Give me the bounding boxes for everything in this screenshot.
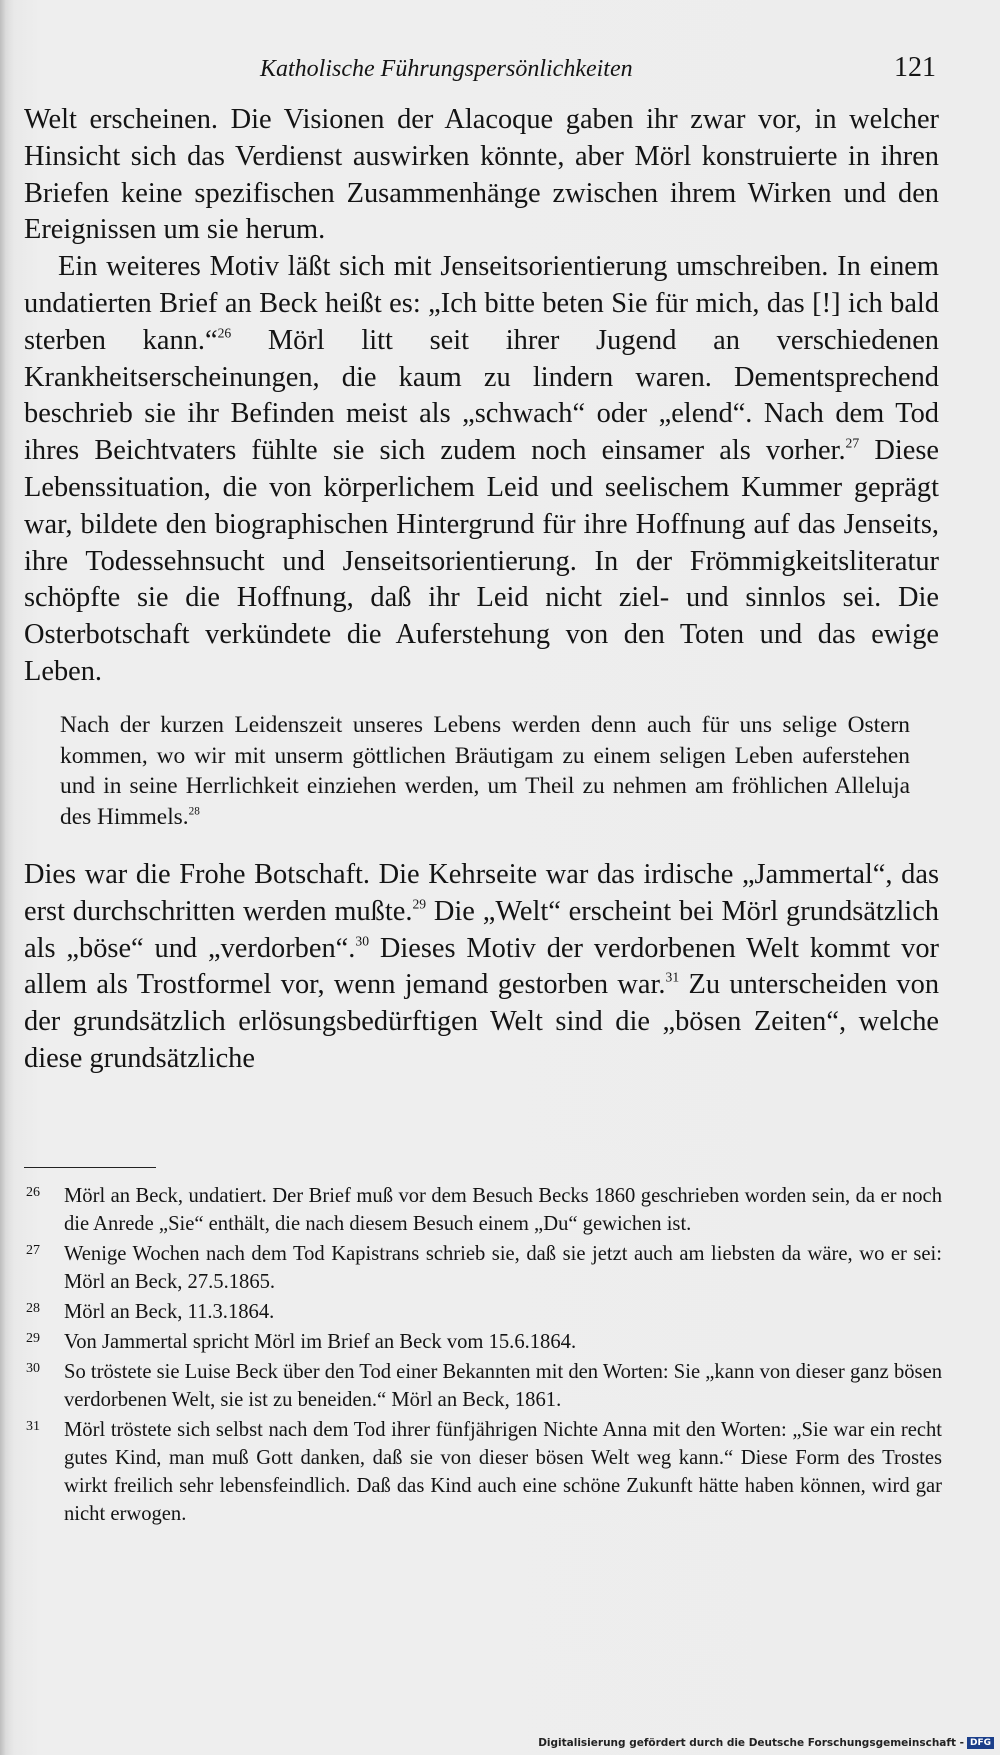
block-quote [60,710,910,832]
footnote-text: Mörl an Beck, undatiert. Der Brief muß vor dem Besuch Becks 1860 geschrieben worden sein, da er noch die Anrede „Sie“ enthält, die nach diesem Besuch einem „Du“ gewichen ist. [64,1185,942,1235]
footnote-ref-30[interactable]: 30 [355,933,369,949]
digitization-credit [538,1737,994,1749]
footnote-text: Wenige Wochen nach dem Tod Kapistrans schrieb sie, daß sie jetzt auch am liebsten da wäre, wo er sei: Mörl an Beck, 27.5.1865. [64,1243,942,1293]
footnote-26 [24,1182,942,1238]
page-header [24,48,944,88]
paragraph-3-part-a: Dies war die Frohe Botschaft. Die Kehrseite war das irdische „Jammertal“, das erst durchschritten werden mußte. [24,859,939,927]
footnote-text: Mörl tröstete sich selbst nach dem Tod ihrer fünfjährigen Nichte Anna mit den Worten: „Sie war ein recht gutes Kind, man muß Gott danken, daß sie von dieser bösen Welt weg kann.“ Diese Form des Trostes wirkt freilich sehr lebensfeindlich. Daß das Kind auch eine schöne Zukunft hätte haben können, wird gar nicht erwogen. [64,1419,942,1525]
footnote-ref-28[interactable]: 28 [188,804,200,817]
dfg-logo-icon: DFG [967,1737,994,1749]
credit-text: Digitalisierung gefördert durch die Deutsche Forschungsgemeinschaft - [538,1737,964,1749]
paragraph-1: Welt erscheinen. Die Visionen der Alacoque gaben ihr zwar vor, in welcher Hinsicht sich das Verdienst auswirken könnte, aber Mörl konstruierte in ihren Briefen keine spezifischen Zusammenhänge zwischen ihrem Wirken und den Ereignissen um sie herum. [24,104,939,246]
running-title: Katholische Führungspersönlichkeiten [260,56,633,82]
main-text [24,102,939,691]
footnote-29 [24,1328,942,1356]
footnote-31 [24,1416,942,1528]
footnote-text: Mörl an Beck, 11.3.1864. [64,1301,275,1323]
block-quote-text: Nach der kurzen Leidenszeit unseres Lebens werden denn auch für uns selige Ostern kommen, wo wir mit unserm göttlichen Bräutigam zu einem seligen Leben auferstehen und in seine Herrlichkeit einziehen werden, um Theil zu nehmen am fröhlichen Alleluja des Himmels. [60,712,910,830]
paragraph-3-part-b: Die „Welt“ erscheint bei Mörl grundsätzlich als „böse“ und „verdorben“. [24,895,939,964]
footnote-number: 31 [26,1419,40,1434]
footnote-ref-26[interactable]: 26 [217,325,232,341]
footnote-ref-27[interactable]: 27 [845,435,860,451]
paragraph-2-part-b: Mörl litt seit ihrer Jugend an verschiedenen Krankheitserscheinungen, die kaum zu lindern waren. Dementsprechend beschrieb sie ihr Befinden meist als „schwach“ oder „elend“. Nach dem Tod ihres Beichtvaters fühlte sie sich zudem noch einsamer als vorher. [24,324,940,467]
footnote-number: 26 [26,1185,40,1200]
footnote-number: 30 [26,1361,40,1376]
footnote-number: 27 [26,1243,40,1258]
footnote-ref-29[interactable]: 29 [412,896,427,912]
footnote-ref-31[interactable]: 31 [665,969,680,985]
paragraph-3-part-d: Zu unterscheiden von der grundsätzlich erlösungsbedürftigen Welt sind die „bösen Zeiten“, welche diese grundsätzliche [24,969,940,1074]
footnote-text: Von Jammertal spricht Mörl im Brief an Beck vom 15.6.1864. [64,1331,577,1353]
footnote-number: 28 [26,1301,40,1316]
footnote-28 [24,1298,942,1326]
footnote-number: 29 [26,1331,40,1346]
footnote-30 [24,1358,942,1414]
paragraph-3-part-c: Dieses Motiv der verdorbenen Welt kommt vor allem als Trostformel vor, wenn jemand gestorben war. [24,932,940,1001]
paragraph-2 [24,249,939,691]
footnote-27 [24,1240,942,1296]
footnotes [24,1182,942,1530]
paragraph-2-part-a: Ein weiteres Motiv läßt sich mit Jenseitsorientierung umschreiben. In einem undatierten Brief an Beck heißt es: „Ich bitte beten Sie für mich, das [!] ich bald sterben kann.“ [24,251,939,356]
footnote-text: So tröstete sie Luise Beck über den Tod einer Bekannten mit den Worten: Sie „kann von dieser ganz bösen verdorbenen Welt, sie ist zu beneiden.“ Mörl an Beck, 1861. [64,1361,943,1411]
paragraph-2-part-c: Diese Lebenssituation, die von körperlichem Leid und seelischem Kummer geprägt war, bildete den biographischen Hintergrund für ihre Hoffnung auf das Jenseits, ihre Todessehnsucht und Jenseitsorientierung. In der Frömmigkeitsliteratur schöpfte sie die Hoffnung, daß ihr Leid nicht ziel- und sinnlos sei. Die Osterbotschaft verkündete die Auferstehung von den Toten und das ewige Leben. [24,435,939,687]
paragraph-3 [24,857,939,1078]
footnote-divider [24,1167,156,1168]
page-number: 121 [894,52,936,83]
